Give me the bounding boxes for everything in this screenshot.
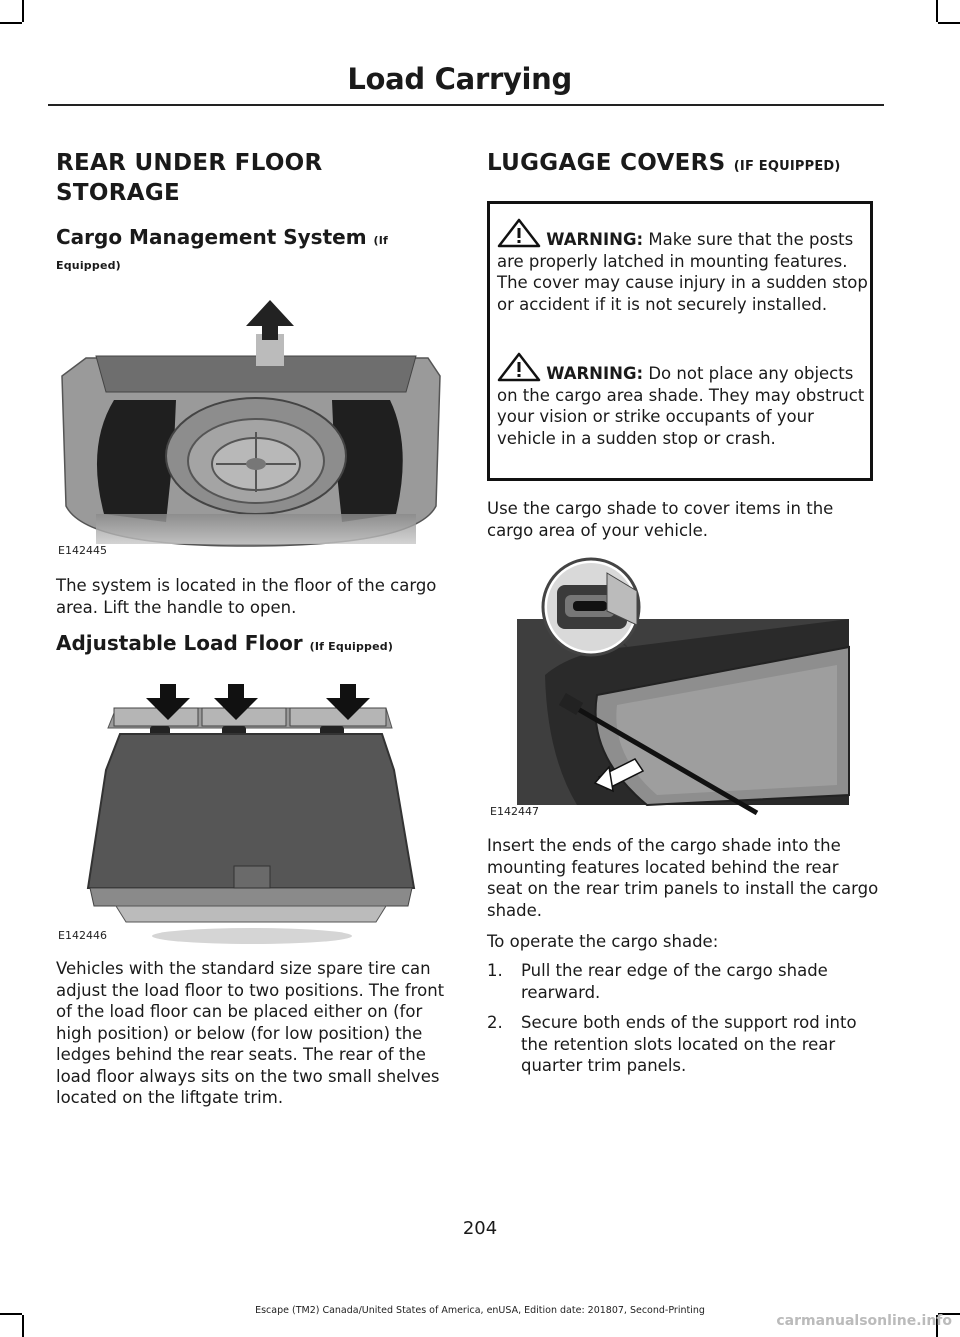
step-number: 2. — [487, 1013, 503, 1032]
page-number: 204 — [462, 1218, 498, 1239]
cms-description: The system is located in the floor of the cargo area. Lift the handle to open. — [56, 576, 437, 617]
warning-box — [487, 201, 873, 481]
figure-label-e142446: E142446 — [58, 929, 107, 942]
warning-triangle-icon — [497, 218, 541, 248]
watermark: carmanualsonline.info — [776, 1313, 952, 1329]
step-text: Pull the rear edge of the cargo shade rearward. — [521, 961, 828, 1002]
warning-1 — [497, 218, 869, 315]
cargo-shade-intro: Use the cargo shade to cover items in the cargo area of your vehicle. — [487, 499, 834, 540]
crop-mark — [0, 22, 22, 24]
operate-steps — [487, 960, 879, 1086]
alf-heading-text: Adjustable Load Floor — [56, 631, 303, 655]
section-title-line2: STORAGE — [56, 180, 181, 206]
cms-heading-text: Cargo Management System — [56, 225, 367, 249]
section-title-line1: REAR UNDER FLOOR — [56, 150, 323, 176]
warning-1-label: WARNING: — [546, 230, 644, 249]
figure-label-e142445: E142445 — [58, 544, 107, 557]
alf-heading — [56, 630, 448, 660]
section-title-luggage-covers — [487, 148, 879, 182]
figure-label-e142447: E142447 — [490, 805, 539, 818]
section-title-rear-under-floor — [56, 148, 448, 208]
step-text: Secure both ends of the support rod into the retention slots located on the rear quarter trim panels. — [521, 1013, 857, 1075]
step-item — [487, 1012, 879, 1077]
cms-qualifier-1: (If — [373, 234, 389, 247]
crop-mark — [22, 0, 24, 22]
cms-heading — [56, 224, 448, 272]
alf-qualifier: (If Equipped) — [309, 640, 394, 653]
header-rule — [48, 104, 884, 106]
page-header-title: Load Carrying — [347, 62, 572, 96]
edition-footer: Escape (TM2) Canada/United States of America, enUSA, Edition date: 201807, Second-Printing — [255, 1305, 705, 1316]
figure-cargo-shade — [487, 555, 877, 817]
step-item — [487, 960, 879, 1003]
alf-description: Vehicles with the standard size spare tire can adjust the load floor to two positions. The front of the load floor can be placed either on (for high position) or below (for low position) the ledges behind the rear seats. The rear of the load floor always sits on the two small shelves located on the liftgate trim. — [56, 959, 445, 1107]
figure-adjustable-load-floor — [56, 678, 446, 946]
warning-2-label: WARNING: — [546, 364, 644, 383]
figure-cargo-management-system — [56, 296, 446, 552]
warning-2-text: Do not place any objects on the cargo area shade. They may obstruct your vision or strike occupants of your vehicle in a sudden stop or crash. — [497, 364, 865, 448]
luggage-covers-title: LUGGAGE COVERS — [487, 150, 726, 176]
crop-mark — [938, 22, 960, 24]
warning-1-text: Make sure that the posts are properly latched in mounting features. The cover may cause injury in a sudden stop or accident if it is not securely installed. — [497, 230, 868, 314]
warning-2 — [497, 352, 869, 449]
crop-mark — [22, 1315, 24, 1337]
step-number: 1. — [487, 961, 503, 980]
install-instructions: Insert the ends of the cargo shade into the mounting features located behind the rear seat on the rear trim panels to install the cargo shade. — [487, 836, 879, 920]
luggage-covers-qualifier: (IF EQUIPPED) — [733, 159, 841, 174]
warning-triangle-icon — [497, 352, 541, 382]
operate-intro: To operate the cargo shade: — [487, 932, 719, 951]
crop-mark — [936, 0, 938, 22]
cms-qualifier-2: Equipped) — [56, 259, 121, 272]
